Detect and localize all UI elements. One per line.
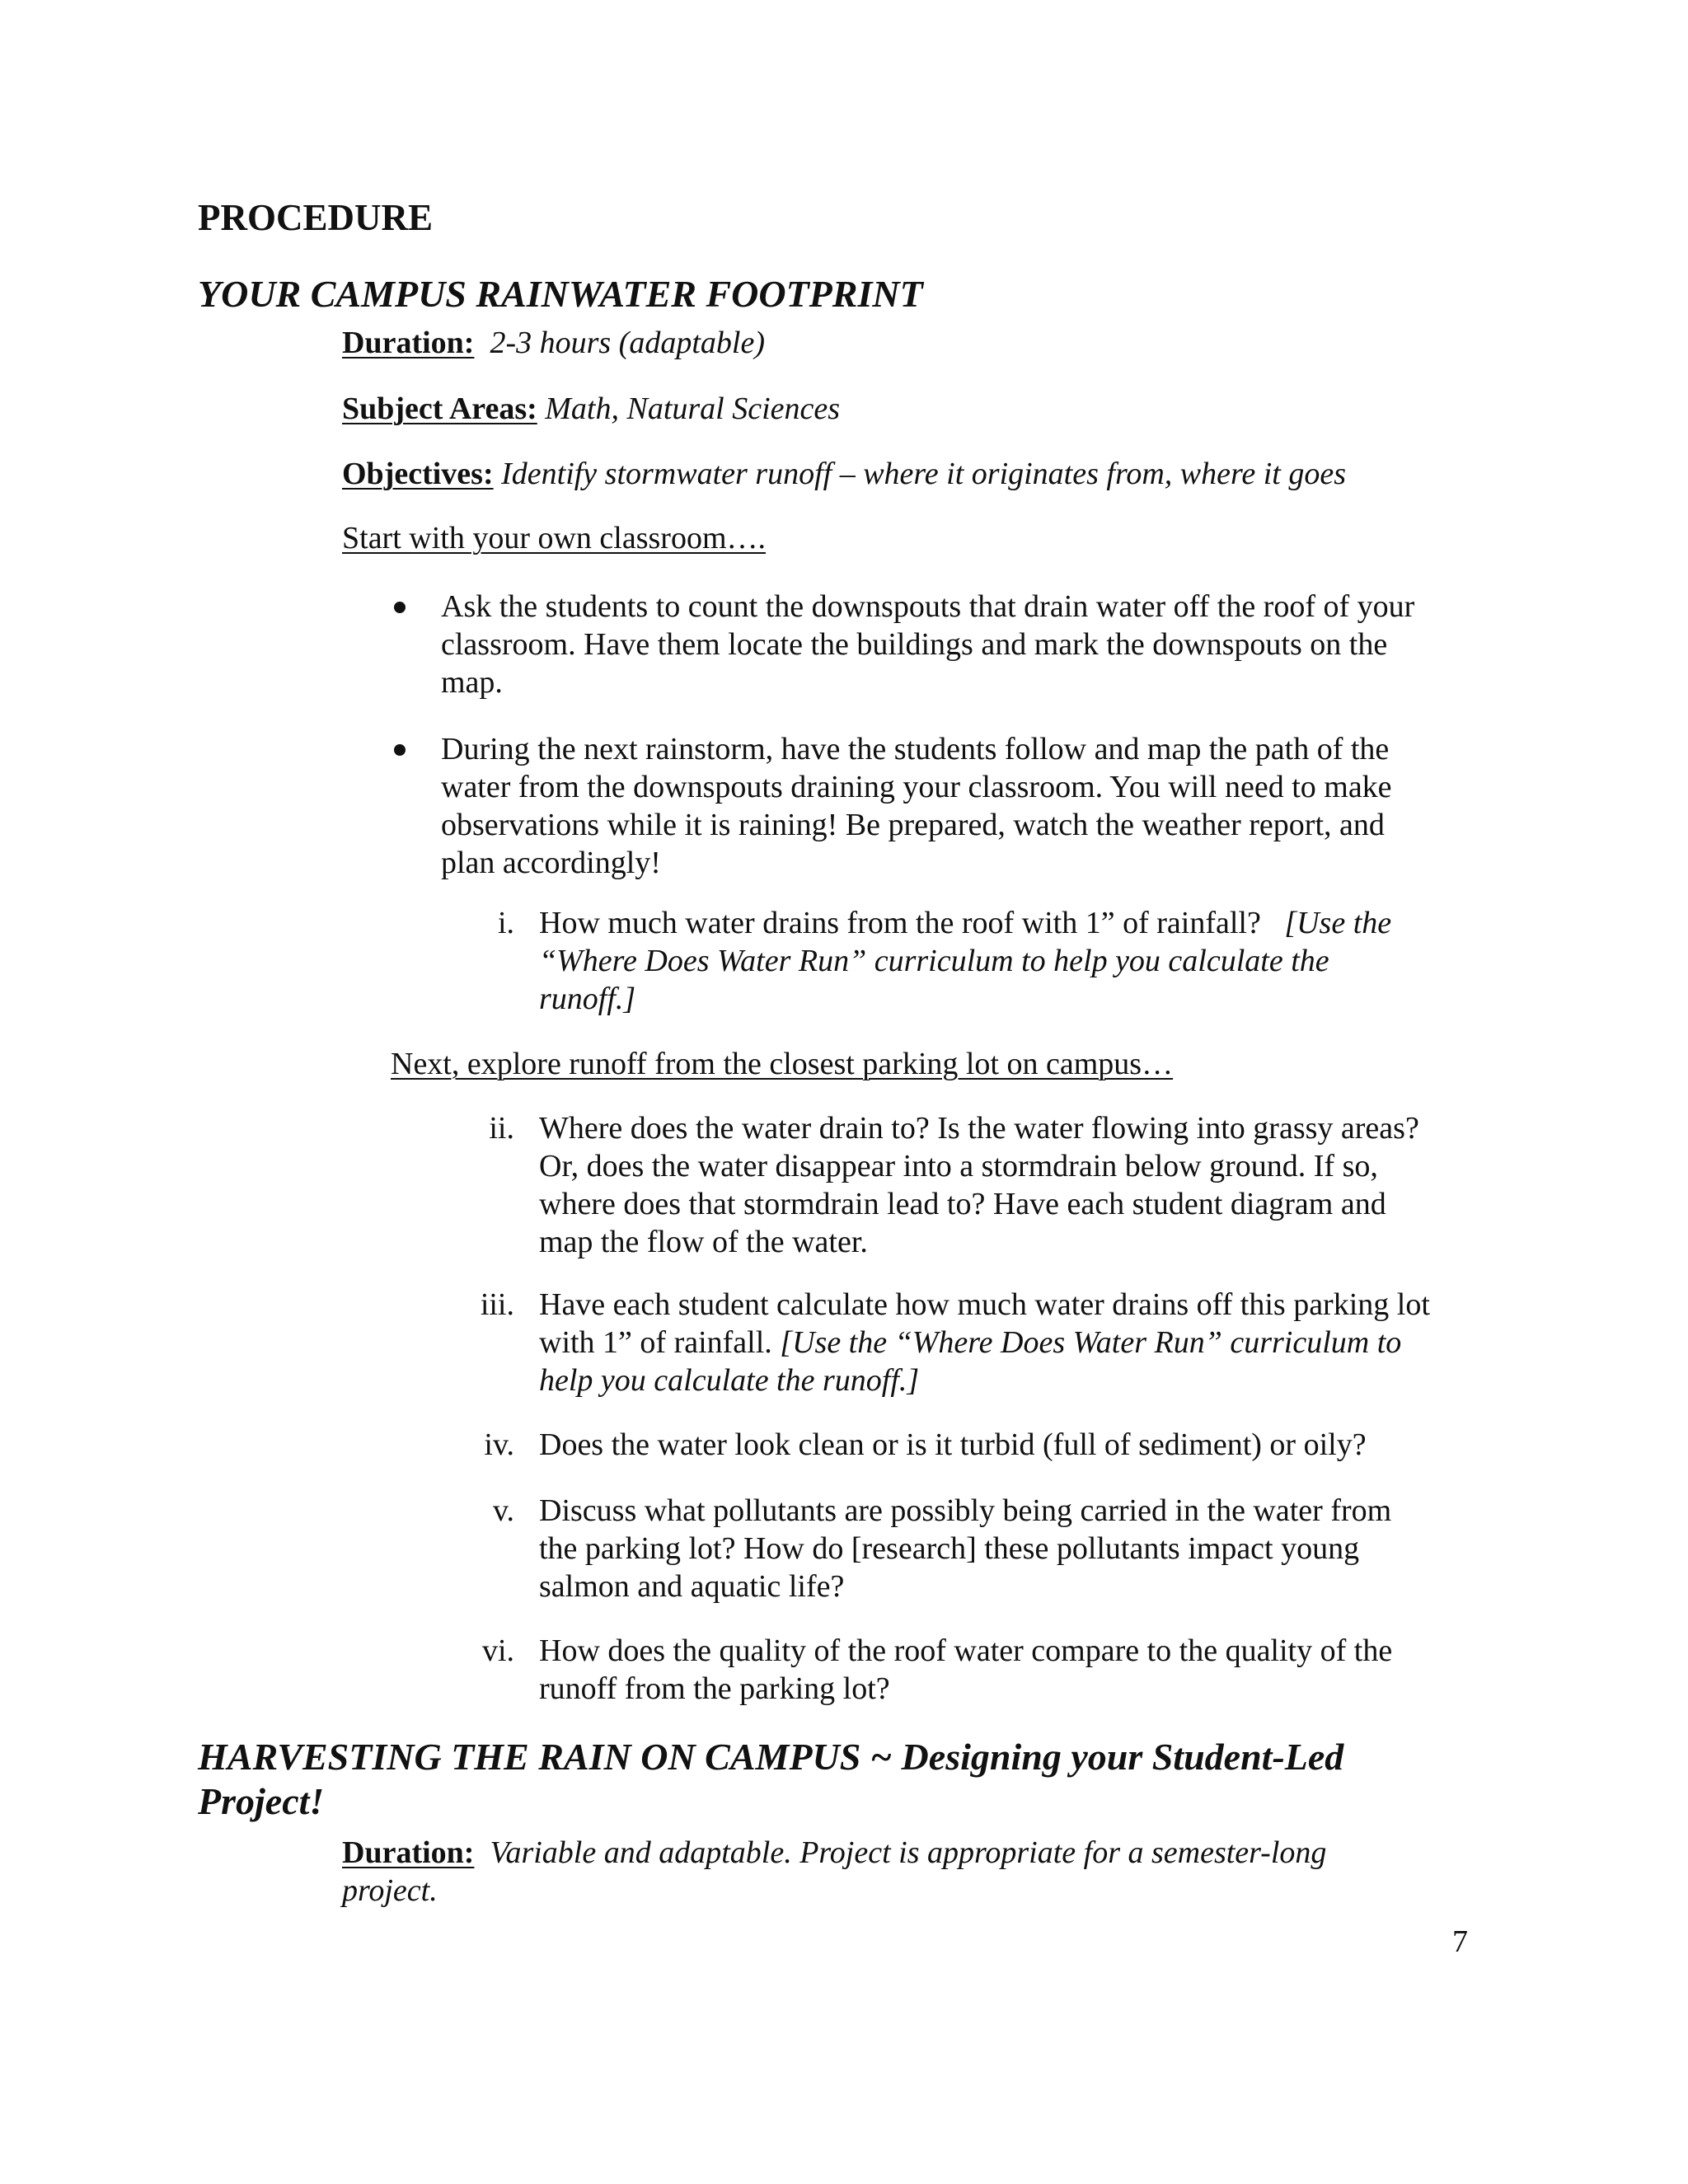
section-title-harvesting-rain — [198, 1735, 1343, 1824]
objectives-label: Objectives: — [342, 457, 494, 491]
list-item-line: Where does the water drain to? Is the water flowing into grassy areas? — [539, 1111, 1419, 1146]
list-item-line: Have each student calculate how much water drains off this parking lot — [539, 1287, 1430, 1322]
list-item-ii — [539, 1109, 1419, 1261]
duration-line — [342, 324, 765, 362]
bullet-line: plan accordingly! — [441, 846, 661, 880]
objectives-line — [342, 455, 1346, 493]
list-item-line: the parking lot? How do [research] these pollutants impact young — [539, 1531, 1360, 1566]
roman-numeral-i: i. — [497, 906, 514, 940]
list-item-i — [539, 904, 1391, 1018]
subject-areas-value: Math, Natural Sciences — [545, 391, 841, 426]
roman-numeral-iv: iv. — [484, 1427, 514, 1462]
classroom-intro: Start with your own classroom…. — [342, 521, 767, 555]
list-item-vi — [539, 1632, 1392, 1708]
bullet-line: During the next rainstorm, have the students follow and map the path of the — [441, 732, 1390, 766]
list-item-line: How much water drains from the roof with 1” of rainfall? [Use the — [539, 906, 1392, 940]
list-item-line: Or, does the water disappear into a stormdrain below ground. If so, — [539, 1149, 1378, 1183]
list-item-line: Discuss what pollutants are possibly being carried in the water from — [539, 1493, 1392, 1528]
list-item-line: with 1” of rainfall. [Use the “Where Does Water Run” curriculum to — [539, 1325, 1402, 1360]
bullet-marker — [394, 744, 406, 756]
subject-areas-label: Subject Areas: — [342, 391, 537, 426]
bullet-line: map. — [441, 665, 503, 700]
bullet-line: observations while it is raining! Be prepared, watch the weather report, and — [441, 808, 1385, 842]
list-item-v — [539, 1492, 1391, 1605]
duration-label: Duration: — [342, 326, 475, 360]
bullet-line: classroom. Have them locate the buildings and mark the downspouts on the — [441, 627, 1388, 662]
bullet-line: water from the downspouts draining your classroom. You will need to make — [441, 770, 1392, 804]
list-item-line: “Where Does Water Run” curriculum to help you calculate the — [539, 944, 1329, 978]
roman-numeral-ii: ii. — [489, 1111, 514, 1146]
list-item-iv — [539, 1426, 1367, 1464]
bullet-marker — [394, 602, 406, 613]
bullet-item-rainstorm — [441, 730, 1392, 882]
list-item-iii — [539, 1286, 1430, 1399]
duration-line-section2 — [342, 1834, 1326, 1910]
subject-areas-line — [342, 390, 840, 428]
list-item-line: Does the water look clean or is it turbid (full of sediment) or oily? — [539, 1427, 1367, 1462]
roman-numeral-vi: vi. — [481, 1633, 514, 1668]
list-item-line: runoff.] — [539, 982, 636, 1016]
parking-intro: Next, explore runoff from the closest parking lot on campus… — [391, 1047, 1174, 1081]
roman-numeral-iii: iii. — [480, 1287, 514, 1322]
duration-value: Variable and adaptable. Project is appropriate for a semester-long — [490, 1835, 1327, 1870]
list-item-line: where does that stormdrain lead to? Have each student diagram and — [539, 1187, 1386, 1221]
section-title-rainwater-footprint: YOUR CAMPUS RAINWATER FOOTPRINT — [198, 273, 923, 315]
section-title-line: Project! — [198, 1780, 325, 1822]
list-item-line: map the flow of the water. — [539, 1225, 868, 1259]
list-item-line: runoff from the parking lot? — [539, 1671, 890, 1706]
bullet-line: Ask the students to count the downspouts that drain water off the roof of your — [441, 589, 1415, 624]
section-title-line: HARVESTING THE RAIN ON CAMPUS ~ Designing your Student-Led — [198, 1736, 1344, 1778]
objectives-value: Identify stormwater runoff – where it originates from, where it goes — [501, 457, 1346, 491]
duration-value-continued: project. — [342, 1873, 438, 1908]
page-number: 7 — [1452, 1924, 1468, 1959]
procedure-heading: PROCEDURE — [198, 197, 434, 238]
duration-label: Duration: — [342, 1835, 475, 1870]
bullet-item-downspouts — [441, 588, 1414, 701]
list-item-line: salmon and aquatic life? — [539, 1569, 845, 1604]
roman-numeral-v: v. — [492, 1493, 514, 1528]
list-item-line: How does the quality of the roof water compare to the quality of the — [539, 1633, 1393, 1668]
duration-value: 2-3 hours (adaptable) — [490, 326, 765, 360]
list-item-line: help you calculate the runoff.] — [539, 1363, 920, 1398]
